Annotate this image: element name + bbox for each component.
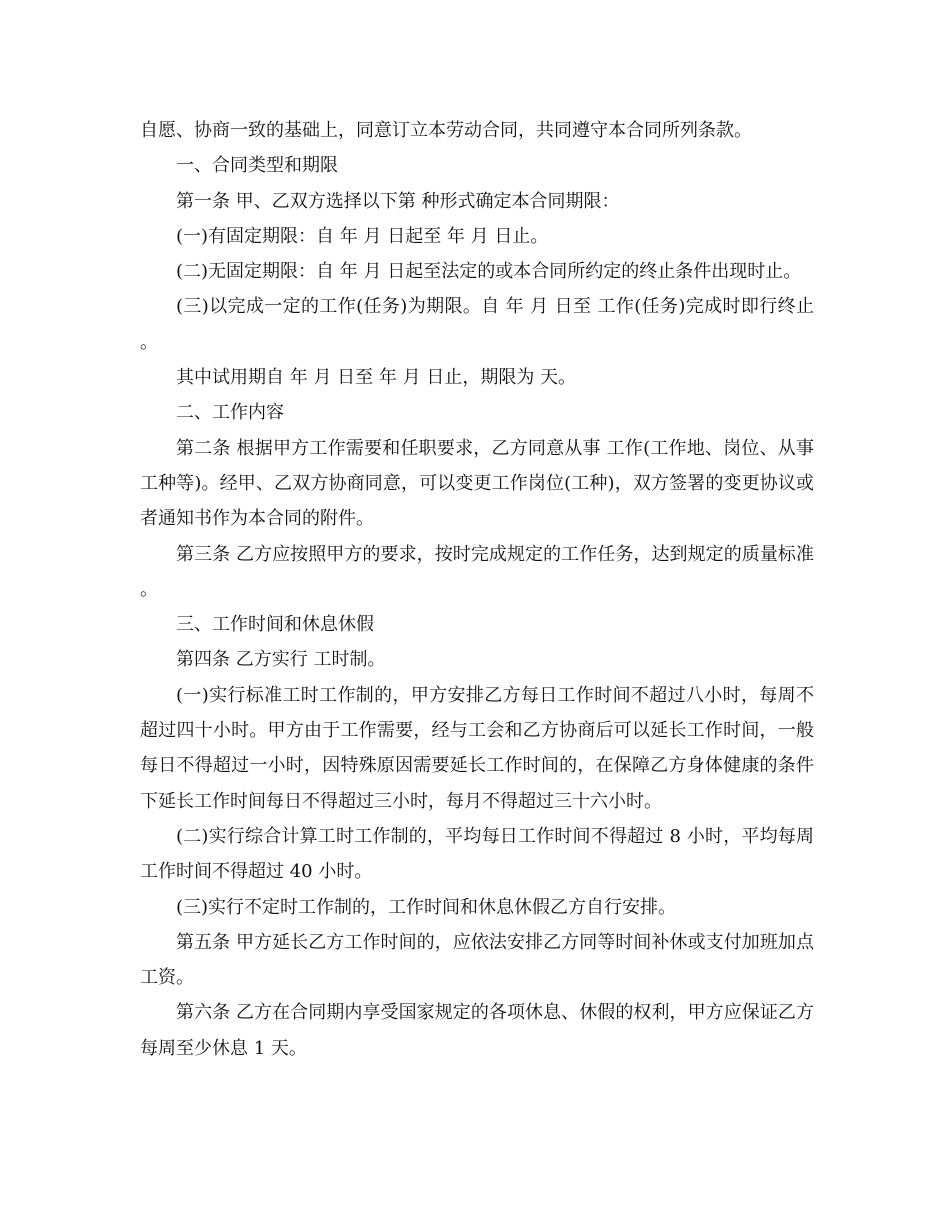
article-4: 第四条 乙方实行 工时制。 (176, 649, 386, 671)
article-2: 第二条 根据甲方工作需要和任职要求，乙方同意从事 工作(工作地、岗位、从事工种等)。经甲、乙双方协商同意，可以变更工作岗位(工种)，双方签署的变更协议或者通知书作为本合同的附件。 (140, 437, 814, 530)
clause-open-term: (二)无固定期限：自 年 月 日起至法定的或本合同所约定的终止条件出现时止。 (176, 261, 802, 283)
clause-task-term: (三)以完成一定的工作(任务)为期限。自 年 月 日至 工作(任务)完成时即行终止。 (140, 296, 814, 353)
section-heading-work-content: 二、工作内容 (176, 402, 284, 424)
article-5: 第五条 甲方延长乙方工作时间的，应依法安排乙方同等时间补休或支付加班加点工资。 (140, 931, 814, 989)
probation-period: 其中试用期自 年 月 日至 年 月 日止，期限为 天。 (176, 367, 577, 389)
section-heading-working-hours: 三、工作时间和休息休假 (176, 614, 374, 636)
document-body (140, 113, 814, 1066)
section-heading-contract-type: 一、合同类型和期限 (176, 155, 338, 177)
clause-flexible-hours: (三)实行不定时工作制的，工作时间和休息休假乙方自行安排。 (176, 896, 677, 918)
article-1: 第一条 甲、乙双方选择以下第 种形式确定本合同期限： (176, 190, 620, 212)
continuation-paragraph: 自愿、协商一致的基础上，同意订立本劳动合同，共同遵守本合同所列条款。 (140, 120, 752, 141)
clause-standard-hours: (一)实行标准工时工作制的，甲方安排乙方每日工作时间不超过八小时，每周不超过四十小时。甲方由于工作需要，经与工会和乙方协商后可以延长工作时间，一般每日不得超过一小时，因特殊原因需要延长工作时间的，在保障乙方身体健康的条件下延长工作时间每日不得超过三小时，每月不得超过三十六小时。 (140, 684, 814, 812)
clause-comprehensive-hours: (二)实行综合计算工时工作制的，平均每日工作时间不得超过 8 小时，平均每周工作时间不得超过 40 小时。 (140, 825, 814, 883)
article-6: 第六条 乙方在合同期内享受国家规定的各项休息、休假的权利，甲方应保证乙方每周至少休息 1 天。 (140, 1002, 814, 1059)
clause-fixed-term: (一)有固定期限：自 年 月 日起至 年 月 日止。 (176, 225, 549, 247)
article-3: 第三条 乙方应按照甲方的要求，按时完成规定的工作任务，达到规定的质量标准。 (140, 543, 814, 600)
